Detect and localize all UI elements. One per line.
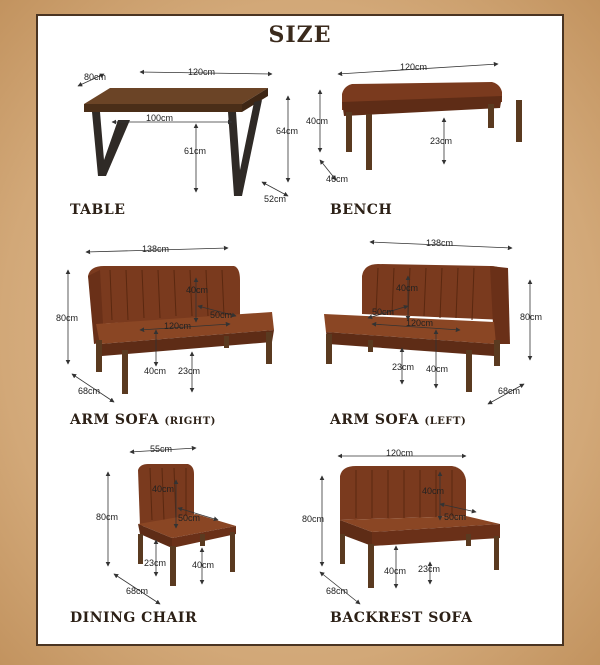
backrest-sofa-label: BACKREST SOFA xyxy=(330,610,473,626)
arm-left-width-dim: 138cm xyxy=(426,238,454,248)
arm-right-back-dim: 40cm xyxy=(186,285,209,295)
arm-sofa-left-label: ARM SOFA (LEFT) xyxy=(330,412,467,428)
bench-label: BENCH xyxy=(330,202,393,218)
bench-height-dim: 40cm xyxy=(306,116,329,126)
chair-seat-depth-dim: 50cm xyxy=(178,513,201,523)
arm-sofa-right-label: ARM SOFA (RIGHT) xyxy=(70,412,216,428)
backrest-back-dim: 40cm xyxy=(422,486,445,496)
arm-right-width-dim: 138cm xyxy=(142,244,170,254)
page-title: SIZE xyxy=(268,22,332,48)
arm-right-height-dim: 80cm xyxy=(56,313,79,323)
table-height-dim: 64cm xyxy=(276,126,299,136)
dining-chair-label: DINING CHAIR xyxy=(70,610,198,626)
table-depth-dim: 80cm xyxy=(84,72,107,82)
arm-left-back-dim: 40cm xyxy=(396,283,419,293)
arm-left-leg-dim: 23cm xyxy=(392,362,415,372)
chair-back-dim: 40cm xyxy=(152,484,175,494)
chair-depth-dim: 68cm xyxy=(126,586,149,596)
backrest-depth-dim: 68cm xyxy=(326,586,349,596)
arm-right-seat-height-dim: 40cm xyxy=(144,366,167,376)
chair-width-dim: 55cm xyxy=(150,444,173,454)
arm-left-height-dim: 80cm xyxy=(520,312,543,322)
table-width-dim: 120cm xyxy=(188,67,216,77)
bench-drawing xyxy=(342,82,522,170)
arm-right-depth-dim: 68cm xyxy=(78,386,101,396)
arm-right-seat-depth-dim: 50cm xyxy=(210,310,233,320)
backrest-leg-dim: 23cm xyxy=(418,564,441,574)
table-drawing xyxy=(84,88,268,196)
arm-right-leg-dim: 23cm xyxy=(178,366,201,376)
arm-right-seat-width-dim: 120cm xyxy=(164,321,192,331)
arm-left-depth-dim: 68cm xyxy=(498,386,521,396)
chair-leg-dim: 23cm xyxy=(144,558,167,568)
table-leg-dim: 61cm xyxy=(184,146,207,156)
backrest-seat-depth-dim: 50cm xyxy=(444,512,467,522)
backrest-height-dim: 80cm xyxy=(302,514,325,524)
bench-leg-dim: 23cm xyxy=(430,136,453,146)
bench-width-dim: 120cm xyxy=(400,62,428,72)
bench-depth-dim: 46cm xyxy=(326,174,349,184)
chair-height-dim: 80cm xyxy=(96,512,119,522)
table-inner-dim: 100cm xyxy=(146,113,174,123)
backrest-width-dim: 120cm xyxy=(386,448,414,458)
backrest-seat-height-dim: 40cm xyxy=(384,566,407,576)
table-label: TABLE xyxy=(70,202,126,218)
arm-left-seat-height-dim: 40cm xyxy=(426,364,449,374)
chair-seat-height-dim: 40cm xyxy=(192,560,215,570)
arm-left-seat-width-dim: 120cm xyxy=(406,318,434,328)
table-side-dim: 52cm xyxy=(264,194,287,204)
arm-left-seat-depth-dim: 50cm xyxy=(372,307,395,317)
